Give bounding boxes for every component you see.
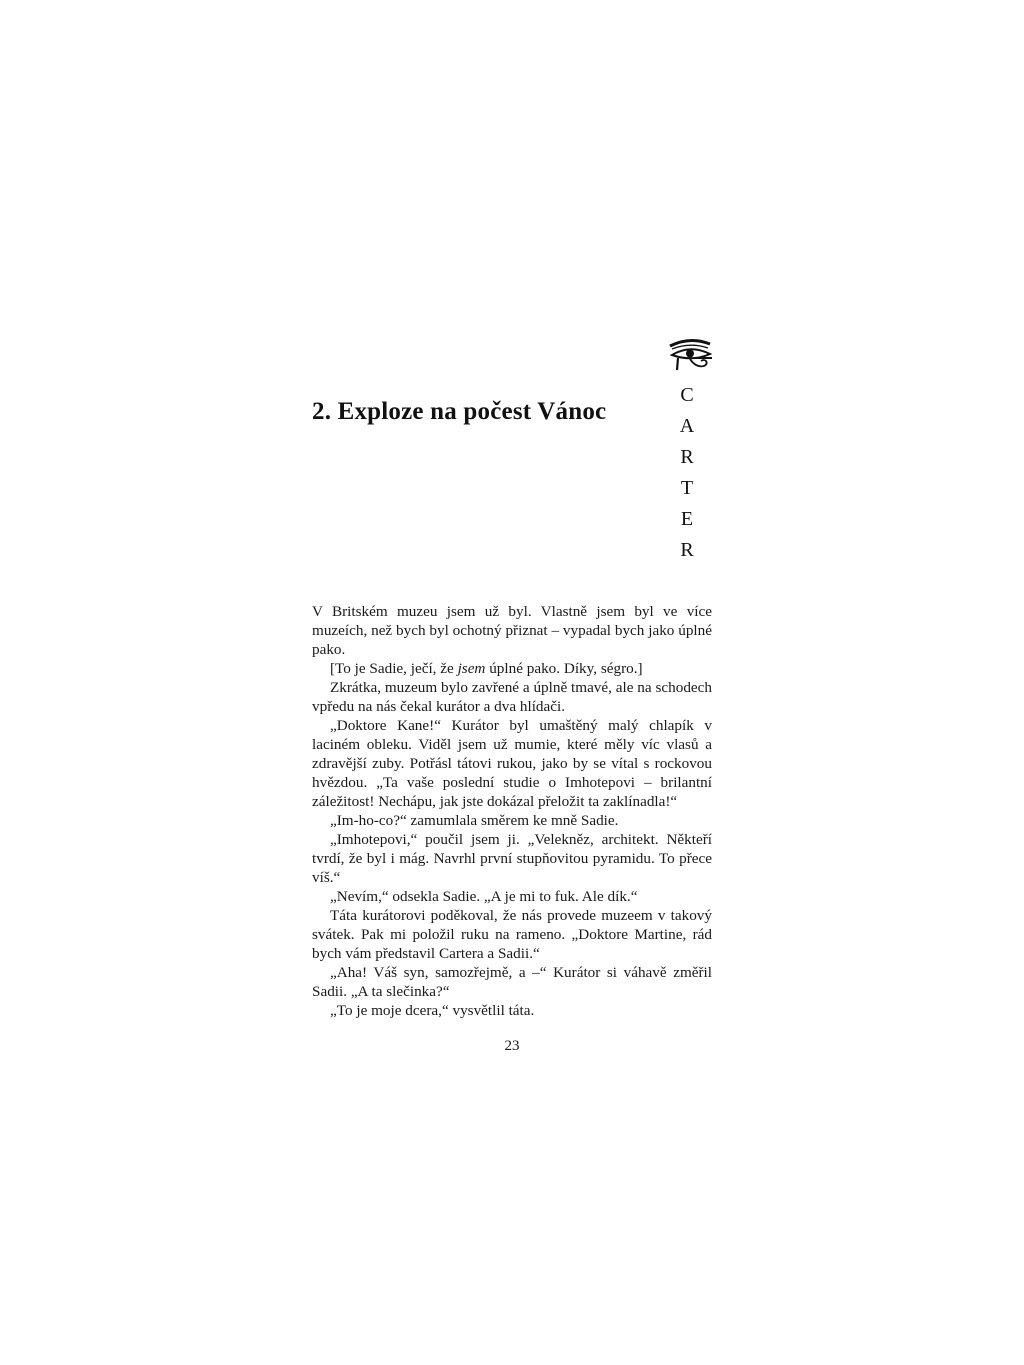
paragraph-text: „To je moje dcera,“ vysvětlil táta. [330,1002,535,1019]
paragraph-text: „Aha! Váš syn, samozřejmě, a –“ Kurátor si váhavě změřil Sadii. „A ta slečinka?“ [312,964,712,1000]
narrator-letter: T [680,477,694,499]
paragraph [312,830,712,887]
narrator-letter: E [680,508,694,530]
paragraph [312,716,712,811]
paragraph-text: Táta kurátorovi poděkoval, že nás provede muzeem v takový svátek. Pak mi položil ruku na rameno. „Doktore Martine, rád bych vám představil Cartera a Sadii.“ [312,907,712,962]
paragraph [312,906,712,963]
paragraph-text: V Britském muzeu jsem už byl. Vlastně jsem byl ve více muzeích, než bych byl ochotný přiznat – vypadal bych jako úplné pako. [312,603,712,658]
narrator-letter: C [680,384,694,406]
paragraph-text: úplné pako. Díky, ségro.] [485,660,643,677]
paragraph [312,602,712,659]
paragraph-text: „Doktore Kane!“ Kurátor byl umaštěný malý chlapík v laciném obleku. Viděl jsem už mumie, které měly víc vlasů a zdravější zuby. Potřásl tátovi rukou, jako by se vítal s rockovou hvězdou. „Ta vaše poslední studie o Imhotepovi – brilantní záležitost! Nechápu, jak jste dokázal přeložit ta zaklínadla!“ [312,717,712,810]
narrator-name-vertical [672,380,702,566]
paragraph-text: „Nevím,“ odsekla Sadie. „A je mi to fuk. Ale dík.“ [330,888,638,905]
page-number: 23 [504,1038,520,1054]
eye-of-horus-icon [666,338,714,372]
paragraph [312,887,712,906]
paragraph-text: [To je Sadie, ječí, že [330,660,458,677]
paragraph-text: „Im-ho-co?“ zamumlala směrem ke mně Sadie. [330,812,619,829]
narrator-letter: A [679,415,695,437]
narrator-letter: R [680,446,694,468]
chapter-body-text [312,602,712,1020]
emphasis-text: jsem [457,660,486,677]
paragraph [312,811,712,830]
chapter-title: 2. Exploze na počest Vánoc [312,398,607,425]
paragraph [312,963,712,1001]
paragraph [312,659,712,678]
paragraph [312,678,712,716]
paragraph [312,1001,712,1020]
paragraph-text: Zkrátka, muzeum bylo zavřené a úplně tmavé, ale na schodech vpředu na nás čekal kurátor a dva hlídači. [312,679,712,715]
narrator-letter: R [680,539,694,561]
paragraph-text: „Imhotepovi,“ poučil jsem ji. „Velekněz, architekt. Někteří tvrdí, že byl i mág. Navrhl první stupňovitou pyramidu. To přece víš.“ [312,831,712,886]
